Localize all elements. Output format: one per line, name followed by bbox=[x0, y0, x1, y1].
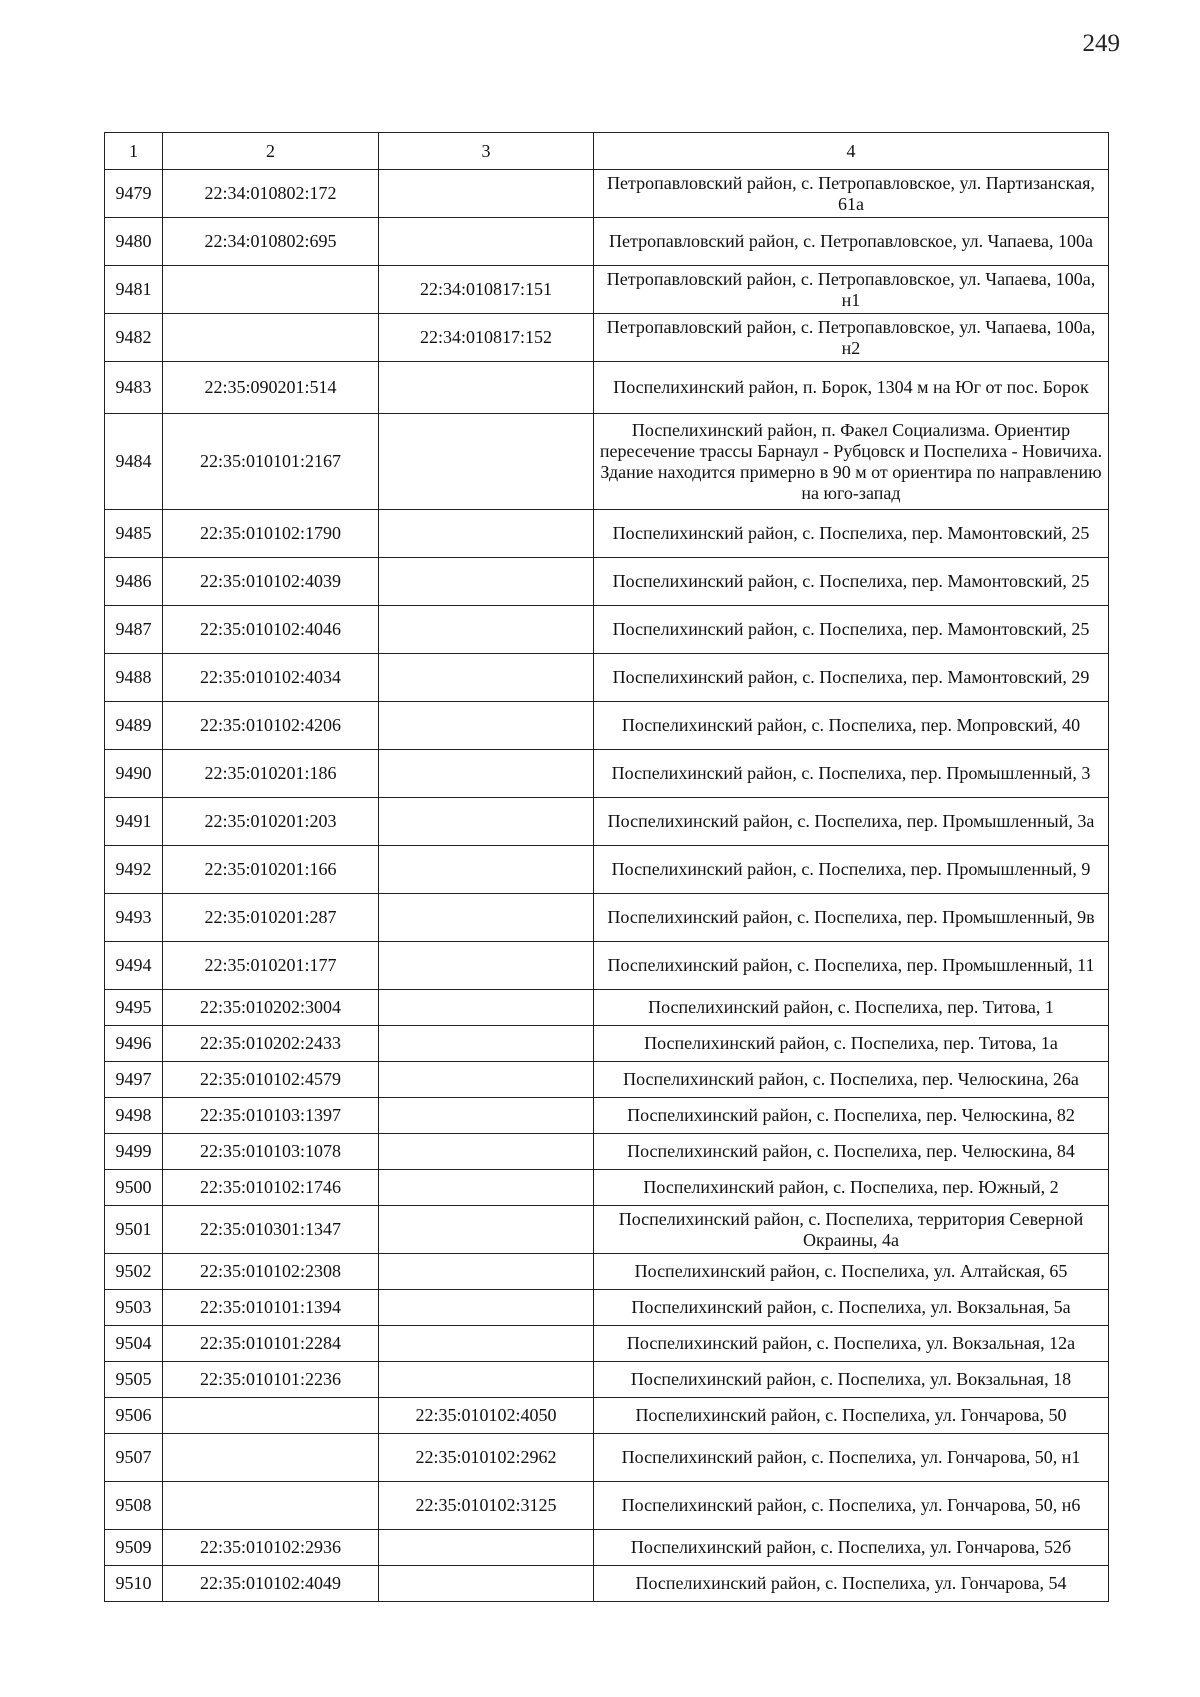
cell-room-cadastral-number bbox=[379, 1326, 594, 1362]
cell-room-cadastral-number bbox=[379, 1254, 594, 1290]
page-number: 249 bbox=[1082, 30, 1120, 57]
cell-address: Поспелихинский район, п. Борок, 1304 м на Юг от пос. Борок bbox=[594, 362, 1109, 414]
registry-table bbox=[104, 132, 1109, 1602]
cell-number: 9504 bbox=[105, 1326, 163, 1362]
cell-room-cadastral-number bbox=[379, 1170, 594, 1206]
cell-cadastral-number: 22:35:010101:2284 bbox=[163, 1326, 379, 1362]
cell-address: Поспелихинский район, с. Поспелиха, ул. Гончарова, 50, н1 bbox=[594, 1434, 1109, 1482]
cell-room-cadastral-number bbox=[379, 894, 594, 942]
cell-room-cadastral-number bbox=[379, 1062, 594, 1098]
cell-room-cadastral-number bbox=[379, 606, 594, 654]
cell-room-cadastral-number bbox=[379, 1290, 594, 1326]
column-header-2: 2 bbox=[163, 133, 379, 170]
table-row bbox=[105, 1566, 1109, 1602]
cell-number: 9489 bbox=[105, 702, 163, 750]
table-row bbox=[105, 1062, 1109, 1098]
cell-room-cadastral-number bbox=[379, 846, 594, 894]
cell-room-cadastral-number bbox=[379, 798, 594, 846]
cell-cadastral-number: 22:35:010101:2167 bbox=[163, 414, 379, 510]
cell-address: Поспелихинский район, с. Поспелиха, пер. Титова, 1а bbox=[594, 1026, 1109, 1062]
cell-cadastral-number: 22:35:010201:287 bbox=[163, 894, 379, 942]
table-row bbox=[105, 170, 1109, 218]
cell-cadastral-number: 22:35:010202:2433 bbox=[163, 1026, 379, 1062]
cell-cadastral-number: 22:35:010102:2936 bbox=[163, 1530, 379, 1566]
cell-room-cadastral-number bbox=[379, 362, 594, 414]
cell-number: 9508 bbox=[105, 1482, 163, 1530]
table-row bbox=[105, 702, 1109, 750]
cell-room-cadastral-number bbox=[379, 510, 594, 558]
cell-number: 9493 bbox=[105, 894, 163, 942]
cell-number: 9488 bbox=[105, 654, 163, 702]
header-row bbox=[105, 133, 1109, 170]
cell-cadastral-number bbox=[163, 266, 379, 314]
cell-address: Поспелихинский район, с. Поспелиха, ул. Гончарова, 50, н6 bbox=[594, 1482, 1109, 1530]
cell-cadastral-number bbox=[163, 1398, 379, 1434]
column-header-1: 1 bbox=[105, 133, 163, 170]
cell-number: 9509 bbox=[105, 1530, 163, 1566]
cell-number: 9507 bbox=[105, 1434, 163, 1482]
cell-address: Поспелихинский район, с. Поспелиха, ул. Вокзальная, 5а bbox=[594, 1290, 1109, 1326]
cell-number: 9502 bbox=[105, 1254, 163, 1290]
table-row bbox=[105, 654, 1109, 702]
table-row bbox=[105, 606, 1109, 654]
table-row bbox=[105, 1170, 1109, 1206]
cell-address: Поспелихинский район, с. Поспелиха, пер. Челюскина, 84 bbox=[594, 1134, 1109, 1170]
cell-cadastral-number: 22:35:010201:203 bbox=[163, 798, 379, 846]
cell-number: 9484 bbox=[105, 414, 163, 510]
table-row bbox=[105, 1134, 1109, 1170]
cell-cadastral-number: 22:35:010102:4049 bbox=[163, 1566, 379, 1602]
cell-number: 9499 bbox=[105, 1134, 163, 1170]
cell-number: 9491 bbox=[105, 798, 163, 846]
table-row bbox=[105, 1362, 1109, 1398]
cell-cadastral-number: 22:35:010102:4579 bbox=[163, 1062, 379, 1098]
cell-room-cadastral-number bbox=[379, 990, 594, 1026]
cell-cadastral-number: 22:35:090201:514 bbox=[163, 362, 379, 414]
table-row bbox=[105, 942, 1109, 990]
cell-number: 9490 bbox=[105, 750, 163, 798]
cell-room-cadastral-number bbox=[379, 1566, 594, 1602]
cell-cadastral-number: 22:35:010202:3004 bbox=[163, 990, 379, 1026]
cell-number: 9479 bbox=[105, 170, 163, 218]
cell-room-cadastral-number bbox=[379, 1134, 594, 1170]
cell-number: 9487 bbox=[105, 606, 163, 654]
table-row bbox=[105, 1398, 1109, 1434]
cell-address: Поспелихинский район, с. Поспелиха, ул. Гончарова, 54 bbox=[594, 1566, 1109, 1602]
cell-cadastral-number: 22:35:010301:1347 bbox=[163, 1206, 379, 1254]
table-row bbox=[105, 1530, 1109, 1566]
cell-address: Поспелихинский район, с. Поспелиха, ул. Гончарова, 52б bbox=[594, 1530, 1109, 1566]
table-row bbox=[105, 218, 1109, 266]
cell-cadastral-number: 22:34:010802:172 bbox=[163, 170, 379, 218]
table-row bbox=[105, 510, 1109, 558]
cell-number: 9498 bbox=[105, 1098, 163, 1134]
table-row bbox=[105, 846, 1109, 894]
cell-cadastral-number: 22:35:010201:166 bbox=[163, 846, 379, 894]
cell-room-cadastral-number: 22:35:010102:3125 bbox=[379, 1482, 594, 1530]
column-header-3: 3 bbox=[379, 133, 594, 170]
cell-room-cadastral-number bbox=[379, 1362, 594, 1398]
cell-room-cadastral-number bbox=[379, 654, 594, 702]
cell-cadastral-number: 22:35:010101:2236 bbox=[163, 1362, 379, 1398]
cell-number: 9481 bbox=[105, 266, 163, 314]
cell-cadastral-number bbox=[163, 314, 379, 362]
cell-cadastral-number: 22:35:010102:4039 bbox=[163, 558, 379, 606]
cell-number: 9485 bbox=[105, 510, 163, 558]
cell-cadastral-number: 22:35:010102:4206 bbox=[163, 702, 379, 750]
cell-cadastral-number: 22:35:010102:1790 bbox=[163, 510, 379, 558]
cell-address: Поспелихинский район, с. Поспелиха, пер. Промышленный, 9в bbox=[594, 894, 1109, 942]
cell-number: 9495 bbox=[105, 990, 163, 1026]
cell-room-cadastral-number bbox=[379, 750, 594, 798]
table-row bbox=[105, 1254, 1109, 1290]
cell-number: 9482 bbox=[105, 314, 163, 362]
cell-cadastral-number: 22:35:010103:1397 bbox=[163, 1098, 379, 1134]
cell-number: 9483 bbox=[105, 362, 163, 414]
cell-number: 9492 bbox=[105, 846, 163, 894]
cell-room-cadastral-number: 22:35:010102:2962 bbox=[379, 1434, 594, 1482]
table-row bbox=[105, 750, 1109, 798]
cell-address: Поспелихинский район, с. Поспелиха, пер. Мамонтовский, 25 bbox=[594, 558, 1109, 606]
cell-room-cadastral-number bbox=[379, 1026, 594, 1062]
cell-room-cadastral-number bbox=[379, 218, 594, 266]
cell-address: Поспелихинский район, с. Поспелиха, пер. Титова, 1 bbox=[594, 990, 1109, 1026]
cell-cadastral-number bbox=[163, 1434, 379, 1482]
table-row bbox=[105, 414, 1109, 510]
cell-address: Поспелихинский район, п. Факел Социализма. Ориентир пересечение трассы Барнаул - Рубцовск и Поспелиха - Новичиха. Здание находится примерно в 90 м от ориентира по направлению на юго-запад bbox=[594, 414, 1109, 510]
cell-number: 9503 bbox=[105, 1290, 163, 1326]
column-header-4: 4 bbox=[594, 133, 1109, 170]
cell-number: 9494 bbox=[105, 942, 163, 990]
cell-number: 9501 bbox=[105, 1206, 163, 1254]
cell-cadastral-number: 22:35:010201:177 bbox=[163, 942, 379, 990]
cell-address: Поспелихинский район, с. Поспелиха, пер. Мамонтовский, 29 bbox=[594, 654, 1109, 702]
cell-room-cadastral-number: 22:34:010817:152 bbox=[379, 314, 594, 362]
cell-cadastral-number: 22:35:010102:1746 bbox=[163, 1170, 379, 1206]
cell-address: Поспелихинский район, с. Поспелиха, пер. Мамонтовский, 25 bbox=[594, 606, 1109, 654]
cell-room-cadastral-number bbox=[379, 942, 594, 990]
cell-room-cadastral-number bbox=[379, 414, 594, 510]
table-body bbox=[105, 170, 1109, 1602]
cell-room-cadastral-number bbox=[379, 702, 594, 750]
cell-room-cadastral-number bbox=[379, 1530, 594, 1566]
table-row bbox=[105, 266, 1109, 314]
table-row bbox=[105, 1098, 1109, 1134]
cell-address: Петропавловский район, с. Петропавловское, ул. Чапаева, 100а bbox=[594, 218, 1109, 266]
cell-address: Поспелихинский район, с. Поспелиха, ул. Алтайская, 65 bbox=[594, 1254, 1109, 1290]
cell-number: 9510 bbox=[105, 1566, 163, 1602]
table-row bbox=[105, 1482, 1109, 1530]
cell-number: 9497 bbox=[105, 1062, 163, 1098]
cell-room-cadastral-number bbox=[379, 1206, 594, 1254]
cell-room-cadastral-number bbox=[379, 1098, 594, 1134]
cell-room-cadastral-number: 22:34:010817:151 bbox=[379, 266, 594, 314]
table-row bbox=[105, 1026, 1109, 1062]
table-row bbox=[105, 1434, 1109, 1482]
cell-address: Петропавловский район, с. Петропавловское, ул. Чапаева, 100а, н1 bbox=[594, 266, 1109, 314]
cell-address: Поспелихинский район, с. Поспелиха, пер. Челюскина, 82 bbox=[594, 1098, 1109, 1134]
cell-cadastral-number: 22:35:010102:4034 bbox=[163, 654, 379, 702]
cell-cadastral-number: 22:35:010201:186 bbox=[163, 750, 379, 798]
cell-room-cadastral-number: 22:35:010102:4050 bbox=[379, 1398, 594, 1434]
table-row bbox=[105, 1206, 1109, 1254]
cell-address: Поспелихинский район, с. Поспелиха, территория Северной Окраины, 4а bbox=[594, 1206, 1109, 1254]
cell-number: 9506 bbox=[105, 1398, 163, 1434]
cell-address: Поспелихинский район, с. Поспелиха, ул. Гончарова, 50 bbox=[594, 1398, 1109, 1434]
cell-address: Поспелихинский район, с. Поспелиха, пер. Промышленный, 3 bbox=[594, 750, 1109, 798]
cell-cadastral-number bbox=[163, 1482, 379, 1530]
table-row bbox=[105, 894, 1109, 942]
table-row bbox=[105, 990, 1109, 1026]
cell-address: Поспелихинский район, с. Поспелиха, пер. Южный, 2 bbox=[594, 1170, 1109, 1206]
table-row bbox=[105, 1290, 1109, 1326]
cell-address: Поспелихинский район, с. Поспелиха, пер. Челюскина, 26а bbox=[594, 1062, 1109, 1098]
cell-number: 9505 bbox=[105, 1362, 163, 1398]
cell-cadastral-number: 22:34:010802:695 bbox=[163, 218, 379, 266]
cell-address: Поспелихинский район, с. Поспелиха, пер. Мопровский, 40 bbox=[594, 702, 1109, 750]
cell-cadastral-number: 22:35:010102:4046 bbox=[163, 606, 379, 654]
cell-address: Поспелихинский район, с. Поспелиха, пер. Промышленный, 3а bbox=[594, 798, 1109, 846]
table-row bbox=[105, 314, 1109, 362]
table-row bbox=[105, 798, 1109, 846]
cell-cadastral-number: 22:35:010102:2308 bbox=[163, 1254, 379, 1290]
cell-address: Поспелихинский район, с. Поспелиха, ул. Вокзальная, 18 bbox=[594, 1362, 1109, 1398]
table-row bbox=[105, 362, 1109, 414]
cell-address: Петропавловский район, с. Петропавловское, ул. Партизанская, 61а bbox=[594, 170, 1109, 218]
cell-address: Поспелихинский район, с. Поспелиха, пер. Мамонтовский, 25 bbox=[594, 510, 1109, 558]
cell-cadastral-number: 22:35:010103:1078 bbox=[163, 1134, 379, 1170]
cell-number: 9480 bbox=[105, 218, 163, 266]
table-row bbox=[105, 558, 1109, 606]
cell-address: Поспелихинский район, с. Поспелиха, пер. Промышленный, 11 bbox=[594, 942, 1109, 990]
cell-number: 9496 bbox=[105, 1026, 163, 1062]
cell-room-cadastral-number bbox=[379, 170, 594, 218]
cell-cadastral-number: 22:35:010101:1394 bbox=[163, 1290, 379, 1326]
cell-address: Поспелихинский район, с. Поспелиха, пер. Промышленный, 9 bbox=[594, 846, 1109, 894]
cell-number: 9486 bbox=[105, 558, 163, 606]
cell-address: Петропавловский район, с. Петропавловское, ул. Чапаева, 100а, н2 bbox=[594, 314, 1109, 362]
cell-room-cadastral-number bbox=[379, 558, 594, 606]
cell-number: 9500 bbox=[105, 1170, 163, 1206]
cell-address: Поспелихинский район, с. Поспелиха, ул. Вокзальная, 12а bbox=[594, 1326, 1109, 1362]
table-header bbox=[105, 133, 1109, 170]
table-row bbox=[105, 1326, 1109, 1362]
